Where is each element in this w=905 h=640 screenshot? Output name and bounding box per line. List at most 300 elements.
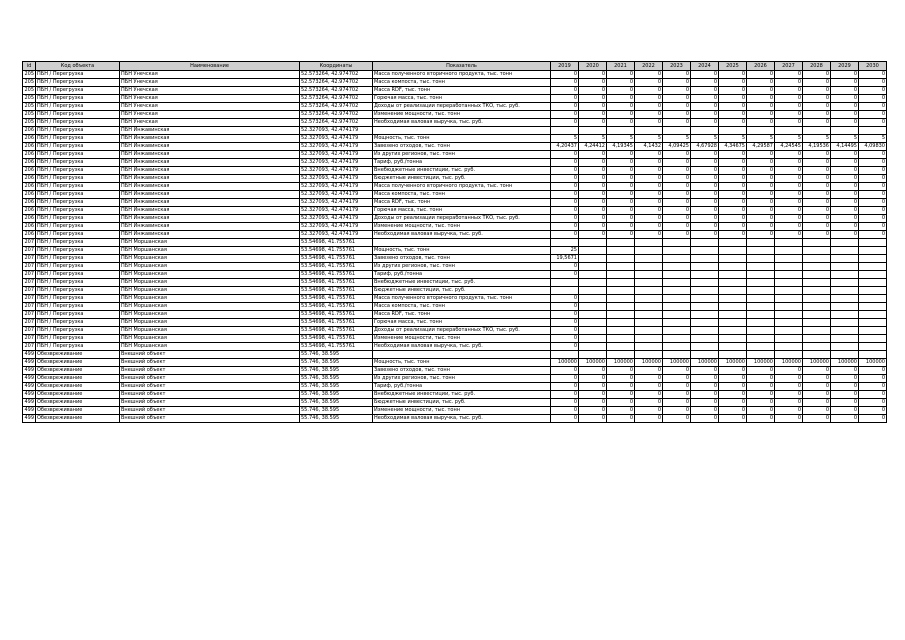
row-id-cell: 206	[24, 199, 34, 205]
year-value-cell: 0	[551, 263, 579, 271]
table-row	[23, 287, 887, 295]
year-value-cell	[859, 263, 887, 271]
year-value-cell	[635, 287, 663, 295]
year-value-cell: 0	[775, 175, 803, 183]
year-value-cell: 0	[859, 407, 887, 415]
year-value-cell	[831, 295, 859, 303]
year-value-cell	[803, 247, 831, 255]
year-value-cell	[579, 335, 607, 343]
object-code-cell: ПБН / Перегрузка	[36, 79, 120, 87]
coordinates-cell: 55.746, 38.595	[300, 399, 373, 407]
year-value-cell: 0	[579, 223, 607, 231]
row-id-cell: 206	[24, 151, 34, 157]
object-name-cell: ПБН Инжавинская	[120, 223, 300, 231]
year-value-cell: 0	[607, 167, 635, 175]
year-value-cell: 0	[803, 71, 831, 79]
year-value-cell: 0	[719, 191, 747, 199]
year-value-cell: 0	[607, 199, 635, 207]
year-value-cell: 0	[635, 223, 663, 231]
year-value-cell	[663, 303, 691, 311]
row-id-cell: 207	[24, 327, 34, 333]
year-value-cell: 0	[775, 391, 803, 399]
coordinates-cell: 53.54698, 41.755761	[300, 287, 373, 295]
year-value-cell	[719, 311, 747, 319]
year-value-cell: 0	[607, 415, 635, 423]
year-value-cell	[859, 271, 887, 279]
year-value-cell	[831, 335, 859, 343]
object-name-cell: Внешний объект	[120, 415, 300, 423]
year-value-cell: 0	[747, 103, 775, 111]
year-value-cell: 100000	[607, 359, 635, 367]
year-value-cell: 0	[607, 375, 635, 383]
year-value-cell	[691, 335, 719, 343]
year-value-cell	[635, 279, 663, 287]
year-value-cell	[775, 319, 803, 327]
year-value-cell: 0	[859, 367, 887, 375]
year-value-cell: 5	[635, 135, 663, 143]
year-value-cell: 0	[691, 399, 719, 407]
year-value-cell: 0	[691, 375, 719, 383]
year-value-cell: 0	[635, 415, 663, 423]
coordinates-cell: 53.54698, 41.755761	[300, 343, 373, 351]
year-value-cell: 0	[803, 191, 831, 199]
year-value-cell: 0	[719, 199, 747, 207]
indicator-cell: Необходимая валовая выручка, тыс. руб.	[373, 231, 551, 239]
object-name-cell: ПБН Моршанская	[120, 247, 300, 255]
indicator-cell: Масса компоста, тыс. тонн	[373, 79, 551, 87]
row-id-cell: 499	[24, 351, 34, 357]
year-value-cell	[719, 335, 747, 343]
year-value-cell	[607, 263, 635, 271]
year-value-cell	[747, 279, 775, 287]
year-value-cell	[859, 279, 887, 287]
object-code-cell: ПБН / Перегрузка	[36, 111, 120, 119]
year-value-cell: 100000	[831, 359, 859, 367]
year-value-cell: 0	[663, 215, 691, 223]
coordinates-cell: 52.573264, 42.974702	[300, 111, 373, 119]
year-value-cell: 0	[859, 119, 887, 127]
year-value-cell: 0	[775, 79, 803, 87]
table-row	[23, 247, 887, 255]
year-value-cell: 0	[719, 79, 747, 87]
year-value-cell	[719, 327, 747, 335]
year-value-cell: 0	[691, 231, 719, 239]
indicator-cell: Горючая масса, тыс. тонн	[373, 319, 551, 327]
object-name-cell: ПБН Инжавинская	[120, 207, 300, 215]
year-value-cell: 0	[635, 207, 663, 215]
table-row	[23, 319, 887, 327]
year-value-cell: 0	[803, 207, 831, 215]
column-header: 2019	[551, 62, 579, 71]
year-value-cell: 0	[551, 407, 579, 415]
indicator-cell: Из других регионов, тыс. тонн	[373, 263, 551, 271]
year-value-cell: 0	[719, 71, 747, 79]
row-id-cell: 206	[24, 135, 34, 141]
indicator-cell: Из других регионов, тыс. тонн	[373, 151, 551, 159]
indicator-cell: Необходимая валовая выручка, тыс. руб.	[373, 343, 551, 351]
year-value-cell: 0	[831, 191, 859, 199]
year-value-cell	[747, 343, 775, 351]
year-value-cell: 0	[831, 367, 859, 375]
row-id-cell: 206	[24, 231, 34, 237]
year-value-cell: 0	[747, 223, 775, 231]
year-value-cell	[803, 255, 831, 263]
year-value-cell	[747, 303, 775, 311]
object-name-cell: ПБН Инжавинская	[120, 215, 300, 223]
year-value-cell: 0	[803, 183, 831, 191]
year-value-cell: 0	[607, 223, 635, 231]
year-value-cell: 0	[719, 407, 747, 415]
year-value-cell: 0	[775, 111, 803, 119]
object-name-cell: ПБН Инжавинская	[120, 127, 300, 135]
year-value-cell	[663, 335, 691, 343]
object-code-cell: ПБН / Перегрузка	[36, 239, 120, 247]
year-value-cell: 0	[579, 231, 607, 239]
year-value-cell: 0	[607, 79, 635, 87]
year-value-cell: 0	[691, 191, 719, 199]
year-value-cell	[635, 343, 663, 351]
year-value-cell	[579, 327, 607, 335]
year-value-cell: 0	[551, 151, 579, 159]
object-code-cell: ПБН / Перегрузка	[36, 207, 120, 215]
year-value-cell: 0	[635, 215, 663, 223]
table-row	[23, 215, 887, 223]
year-value-cell: 0	[747, 231, 775, 239]
year-value-cell: 0	[831, 119, 859, 127]
year-value-cell	[803, 351, 831, 359]
row-id-cell: 206	[24, 175, 34, 181]
year-value-cell	[691, 127, 719, 135]
year-value-cell: 0	[831, 175, 859, 183]
column-header: 2024	[691, 62, 719, 71]
year-value-cell: 0	[747, 175, 775, 183]
year-value-cell	[803, 263, 831, 271]
year-value-cell: 0	[747, 87, 775, 95]
year-value-cell: 0	[719, 231, 747, 239]
row-id-cell: 206	[24, 191, 34, 197]
table-row	[23, 415, 887, 423]
year-value-cell: 0	[691, 207, 719, 215]
coordinates-cell: 53.54698, 41.755761	[300, 303, 373, 311]
year-value-cell: 0	[831, 391, 859, 399]
table-row	[23, 295, 887, 303]
year-value-cell: 0	[691, 159, 719, 167]
year-value-cell	[719, 263, 747, 271]
year-value-cell: 0	[551, 119, 579, 127]
year-value-cell	[803, 239, 831, 247]
year-value-cell: 0	[747, 391, 775, 399]
year-value-cell	[579, 319, 607, 327]
indicator-cell: Изменение мощности, тыс. тонн	[373, 111, 551, 119]
row-id-cell: 206	[24, 143, 34, 149]
year-value-cell	[635, 127, 663, 135]
year-value-cell: 0	[635, 95, 663, 103]
coordinates-cell: 52.327093, 42.474179	[300, 159, 373, 167]
object-name-cell: ПБН Инжавинская	[120, 151, 300, 159]
year-value-cell	[803, 303, 831, 311]
coordinates-cell: 53.54698, 41.755761	[300, 255, 373, 263]
indicator-cell: Горючая масса, тыс. тонн	[373, 95, 551, 103]
table-row	[23, 143, 887, 151]
year-value-cell: 0	[803, 399, 831, 407]
year-value-cell: 0	[579, 167, 607, 175]
indicator-cell: Горючая масса, тыс. тонн	[373, 207, 551, 215]
coordinates-cell: 52.327093, 42.474179	[300, 215, 373, 223]
year-value-cell: 0	[663, 175, 691, 183]
year-value-cell: 0	[747, 95, 775, 103]
year-value-cell	[803, 335, 831, 343]
indicator-cell: Масса полученного вторичного продукта, тыс. тонн	[373, 183, 551, 191]
object-name-cell: ПБН Инжавинская	[120, 143, 300, 151]
table-row	[23, 407, 887, 415]
coordinates-cell: 52.327093, 42.474179	[300, 135, 373, 143]
year-value-cell: 0	[691, 415, 719, 423]
year-value-cell	[607, 247, 635, 255]
year-value-cell	[691, 311, 719, 319]
year-value-cell	[859, 287, 887, 295]
year-value-cell: 0	[691, 151, 719, 159]
year-value-cell: 0	[663, 383, 691, 391]
year-value-cell: 0	[607, 215, 635, 223]
object-code-cell: ПБН / Перегрузка	[36, 167, 120, 175]
table-row	[23, 383, 887, 391]
year-value-cell: 0	[859, 415, 887, 423]
object-code-cell: ПБН / Перегрузка	[36, 95, 120, 103]
row-id-cell: 207	[24, 255, 34, 261]
year-value-cell: 0	[663, 119, 691, 127]
year-value-cell: 0	[831, 407, 859, 415]
object-code-cell: ПБН / Перегрузка	[36, 247, 120, 255]
year-value-cell: 0	[551, 311, 579, 319]
year-value-cell: 0	[635, 183, 663, 191]
indicator-cell: Доходы от реализации переработанных ТКО, тыс. руб.	[373, 215, 551, 223]
year-value-cell	[831, 127, 859, 135]
year-value-cell: 0	[663, 399, 691, 407]
object-code-cell: ПБН / Перегрузка	[36, 143, 120, 151]
table-row	[23, 175, 887, 183]
year-value-cell: 0	[831, 79, 859, 87]
table-row	[23, 167, 887, 175]
indicator-cell	[373, 127, 551, 135]
indicator-cell: Завезено отходов, тыс. тонн	[373, 367, 551, 375]
indicator-cell: Изменение мощности, тыс. тонн	[373, 335, 551, 343]
column-header: 2028	[803, 62, 831, 71]
year-value-cell	[607, 335, 635, 343]
year-value-cell	[859, 327, 887, 335]
coordinates-cell: 52.327093, 42.474179	[300, 143, 373, 151]
object-code-cell: ПБН / Перегрузка	[36, 255, 120, 263]
year-value-cell	[635, 303, 663, 311]
year-value-cell: 0	[831, 215, 859, 223]
object-code-cell: ПБН / Перегрузка	[36, 263, 120, 271]
year-value-cell: 100000	[635, 359, 663, 367]
year-value-cell	[635, 239, 663, 247]
object-name-cell: Внешний объект	[120, 391, 300, 399]
year-value-cell	[635, 335, 663, 343]
year-value-cell: 0	[719, 207, 747, 215]
year-value-cell	[663, 255, 691, 263]
column-header: 2029	[831, 62, 859, 71]
object-code-cell: ПБН / Перегрузка	[36, 87, 120, 95]
year-value-cell: 0	[803, 391, 831, 399]
table-row	[23, 239, 887, 247]
year-value-cell: 0	[607, 207, 635, 215]
year-value-cell: 5	[775, 135, 803, 143]
column-header: Наименование	[120, 62, 300, 71]
coordinates-cell: 55.746, 38.595	[300, 415, 373, 423]
indicator-cell: Тариф, руб./тонна	[373, 159, 551, 167]
year-value-cell: 4,09425	[663, 143, 691, 151]
column-header: Координаты	[300, 62, 373, 71]
year-value-cell: 0	[747, 191, 775, 199]
year-value-cell: 0	[551, 207, 579, 215]
coordinates-cell: 52.573264, 42.974702	[300, 71, 373, 79]
year-value-cell: 100000	[859, 359, 887, 367]
year-value-cell	[663, 263, 691, 271]
year-value-cell	[803, 287, 831, 295]
year-value-cell	[579, 303, 607, 311]
year-value-cell	[663, 279, 691, 287]
indicator-cell: Завезено отходов, тыс. тонн	[373, 143, 551, 151]
year-value-cell: 0	[719, 119, 747, 127]
year-value-cell: 0	[551, 199, 579, 207]
year-value-cell: 0	[607, 407, 635, 415]
object-code-cell: Обезвреживание	[36, 391, 120, 399]
year-value-cell: 0	[579, 103, 607, 111]
year-value-cell: 0	[803, 79, 831, 87]
indicator-cell: Тариф, руб./тонна	[373, 383, 551, 391]
column-header: Показатель	[373, 62, 551, 71]
year-value-cell: 0	[579, 71, 607, 79]
year-value-cell: 0	[579, 375, 607, 383]
object-name-cell: Внешний объект	[120, 375, 300, 383]
table-row	[23, 127, 887, 135]
row-id-cell: 205	[24, 103, 34, 109]
table-row	[23, 279, 887, 287]
object-code-cell: ПБН / Перегрузка	[36, 303, 120, 311]
row-id-cell: 207	[24, 239, 34, 245]
year-value-cell: 0	[635, 87, 663, 95]
year-value-cell: 0	[663, 407, 691, 415]
row-id-cell: 207	[24, 271, 34, 277]
year-value-cell: 0	[691, 175, 719, 183]
year-value-cell: 0	[775, 159, 803, 167]
object-name-cell: ПБН Унечская	[120, 111, 300, 119]
year-value-cell: 0	[803, 103, 831, 111]
year-value-cell: 0	[551, 95, 579, 103]
row-id-cell: 499	[24, 367, 34, 373]
object-code-cell: ПБН / Перегрузка	[36, 311, 120, 319]
year-value-cell	[635, 271, 663, 279]
year-value-cell: 0	[719, 95, 747, 103]
year-value-cell: 0	[551, 167, 579, 175]
year-value-cell	[607, 311, 635, 319]
object-name-cell: ПБН Унечская	[120, 79, 300, 87]
year-value-cell: 4,1432	[635, 143, 663, 151]
year-value-cell	[859, 335, 887, 343]
year-value-cell	[691, 303, 719, 311]
year-value-cell: 0	[719, 375, 747, 383]
coordinates-cell: 52.327093, 42.474179	[300, 207, 373, 215]
object-code-cell: ПБН / Перегрузка	[36, 135, 120, 143]
year-value-cell	[859, 239, 887, 247]
year-value-cell	[803, 343, 831, 351]
year-value-cell: 100000	[579, 359, 607, 367]
year-value-cell: 0	[691, 119, 719, 127]
year-value-cell: 0	[719, 223, 747, 231]
year-value-cell	[607, 255, 635, 263]
year-value-cell	[551, 351, 579, 359]
year-value-cell: 5	[859, 135, 887, 143]
row-id-cell: 206	[24, 215, 34, 221]
year-value-cell	[859, 343, 887, 351]
indicator-cell: Бюджетные инвестиции, тыс. руб.	[373, 399, 551, 407]
table-row	[23, 159, 887, 167]
year-value-cell: 0	[551, 87, 579, 95]
indicator-cell: Бюджетные инвестиции, тыс. руб.	[373, 175, 551, 183]
year-value-cell	[775, 295, 803, 303]
coordinates-cell: 52.573264, 42.974702	[300, 119, 373, 127]
year-value-cell: 0	[859, 79, 887, 87]
year-value-cell	[831, 239, 859, 247]
object-code-cell: ПБН / Перегрузка	[36, 151, 120, 159]
coordinates-cell: 52.327093, 42.474179	[300, 223, 373, 231]
year-value-cell: 0	[663, 159, 691, 167]
year-value-cell: 0	[635, 375, 663, 383]
year-value-cell: 0	[775, 223, 803, 231]
table-row	[23, 351, 887, 359]
year-value-cell	[747, 335, 775, 343]
year-value-cell: 0	[775, 151, 803, 159]
indicator-cell: Изменение мощности, тыс. тонн	[373, 223, 551, 231]
year-value-cell: 0	[747, 159, 775, 167]
year-value-cell: 0	[803, 375, 831, 383]
year-value-cell	[691, 263, 719, 271]
year-value-cell: 5	[579, 135, 607, 143]
year-value-cell: 0	[831, 383, 859, 391]
year-value-cell	[691, 295, 719, 303]
year-value-cell	[607, 343, 635, 351]
year-value-cell: 0	[859, 95, 887, 103]
row-id-cell: 207	[24, 311, 34, 317]
year-value-cell	[831, 303, 859, 311]
year-value-cell: 0	[775, 87, 803, 95]
year-value-cell	[663, 311, 691, 319]
object-code-cell: Обезвреживание	[36, 383, 120, 391]
object-code-cell: ПБН / Перегрузка	[36, 343, 120, 351]
year-value-cell: 0	[719, 183, 747, 191]
year-value-cell	[607, 287, 635, 295]
table-row	[23, 375, 887, 383]
year-value-cell	[579, 255, 607, 263]
year-value-cell: 0	[663, 183, 691, 191]
year-value-cell: 0	[551, 183, 579, 191]
object-code-cell: ПБН / Перегрузка	[36, 271, 120, 279]
year-value-cell: 0	[803, 87, 831, 95]
object-code-cell: ПБН / Перегрузка	[36, 71, 120, 79]
table-row	[23, 303, 887, 311]
table-body	[23, 71, 887, 423]
object-name-cell: ПБН Инжавинская	[120, 231, 300, 239]
coordinates-cell: 53.54698, 41.755761	[300, 327, 373, 335]
year-value-cell: 0	[719, 111, 747, 119]
year-value-cell	[691, 271, 719, 279]
year-value-cell: 0	[579, 207, 607, 215]
year-value-cell: 0	[719, 415, 747, 423]
object-code-cell: ПБН / Перегрузка	[36, 327, 120, 335]
table-row	[23, 71, 887, 79]
year-value-cell	[635, 319, 663, 327]
